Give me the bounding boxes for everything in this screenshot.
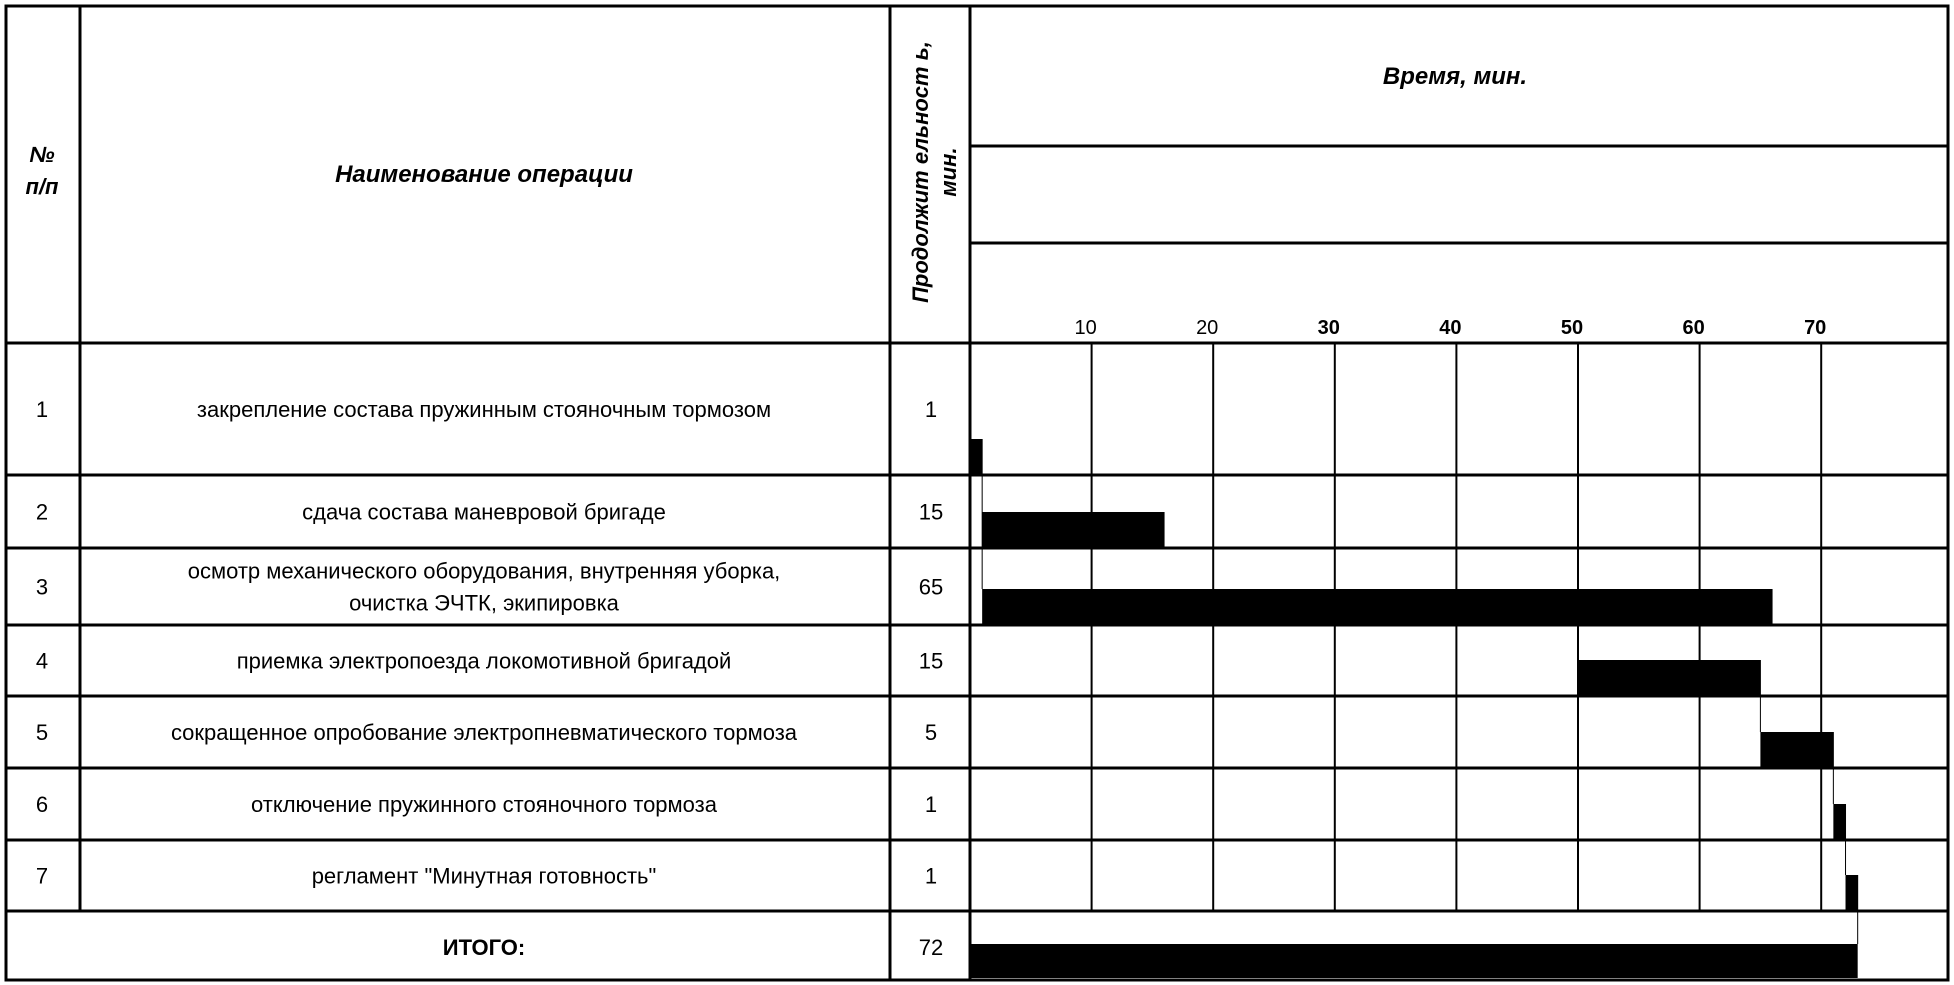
task-bars: [970, 439, 1858, 978]
task-bar: [1833, 804, 1845, 840]
row-number: 3: [35, 574, 49, 600]
task-bar: [982, 512, 1164, 548]
total-bar: [970, 944, 1858, 978]
task-bar: [1760, 732, 1833, 768]
row-operation-name: приемка электропоезда локомотивной бригадой: [236, 648, 732, 674]
header-num-label: №: [29, 142, 55, 167]
x-tick-label: 10: [1074, 317, 1097, 339]
row-duration: 1: [924, 792, 938, 817]
task-bar: [1846, 875, 1858, 911]
x-tick-label: 60: [1682, 317, 1705, 339]
row-duration: 65: [918, 574, 944, 600]
table-grid: [6, 6, 1948, 980]
chart-title: Время, мин.: [1382, 63, 1528, 90]
task-rows: [36, 397, 943, 889]
x-tick-label: 50: [1560, 317, 1584, 339]
header-duration-label: Продолжит ельност ь,: [908, 41, 933, 303]
row-duration: 5: [924, 720, 938, 745]
row-duration: 15: [918, 648, 944, 674]
row-operation-name: закрепление состава пружинным стояночным тормозом: [196, 397, 772, 422]
table-frame: [6, 6, 1948, 980]
row-number: 1: [35, 397, 49, 422]
row-operation-name: сдача состава маневровой бригаде: [302, 499, 666, 525]
task-bar: [982, 589, 1772, 625]
row-operation-name: регламент "Минутная готовность": [311, 863, 657, 889]
row-number: 4: [35, 648, 49, 674]
row-number: 2: [35, 499, 49, 525]
row-duration: 15: [918, 499, 944, 525]
row-number: 5: [35, 720, 49, 745]
header-operation-name: Наименование операции: [335, 161, 633, 188]
x-tick-label: 70: [1804, 317, 1827, 339]
row-operation-name: отключение пружинного стояночного тормоза: [251, 792, 717, 817]
total-duration: 72: [918, 935, 944, 960]
x-tick-label: 40: [1439, 317, 1462, 339]
row-number: 7: [35, 863, 49, 889]
row-duration: 1: [924, 397, 938, 422]
row-operation-name: осмотр механического оборудования, внутренняя уборка,: [187, 558, 781, 584]
row-number: 6: [35, 792, 49, 817]
total-label: ИТОГО:: [442, 935, 526, 960]
x-tick-label: 20: [1196, 317, 1219, 339]
x-tick-label: 30: [1317, 317, 1340, 339]
row-operation-name: очистка ЭЧТК, экипировка: [349, 590, 619, 616]
row-operation-name: сокращенное опробование электропневматического тормоза: [170, 720, 798, 745]
row-duration: 1: [924, 863, 938, 889]
task-bar: [970, 439, 982, 475]
header-duration-unit: мин.: [936, 147, 961, 197]
task-bar: [1578, 660, 1760, 696]
header-num-sublabel: п/п: [25, 174, 59, 199]
